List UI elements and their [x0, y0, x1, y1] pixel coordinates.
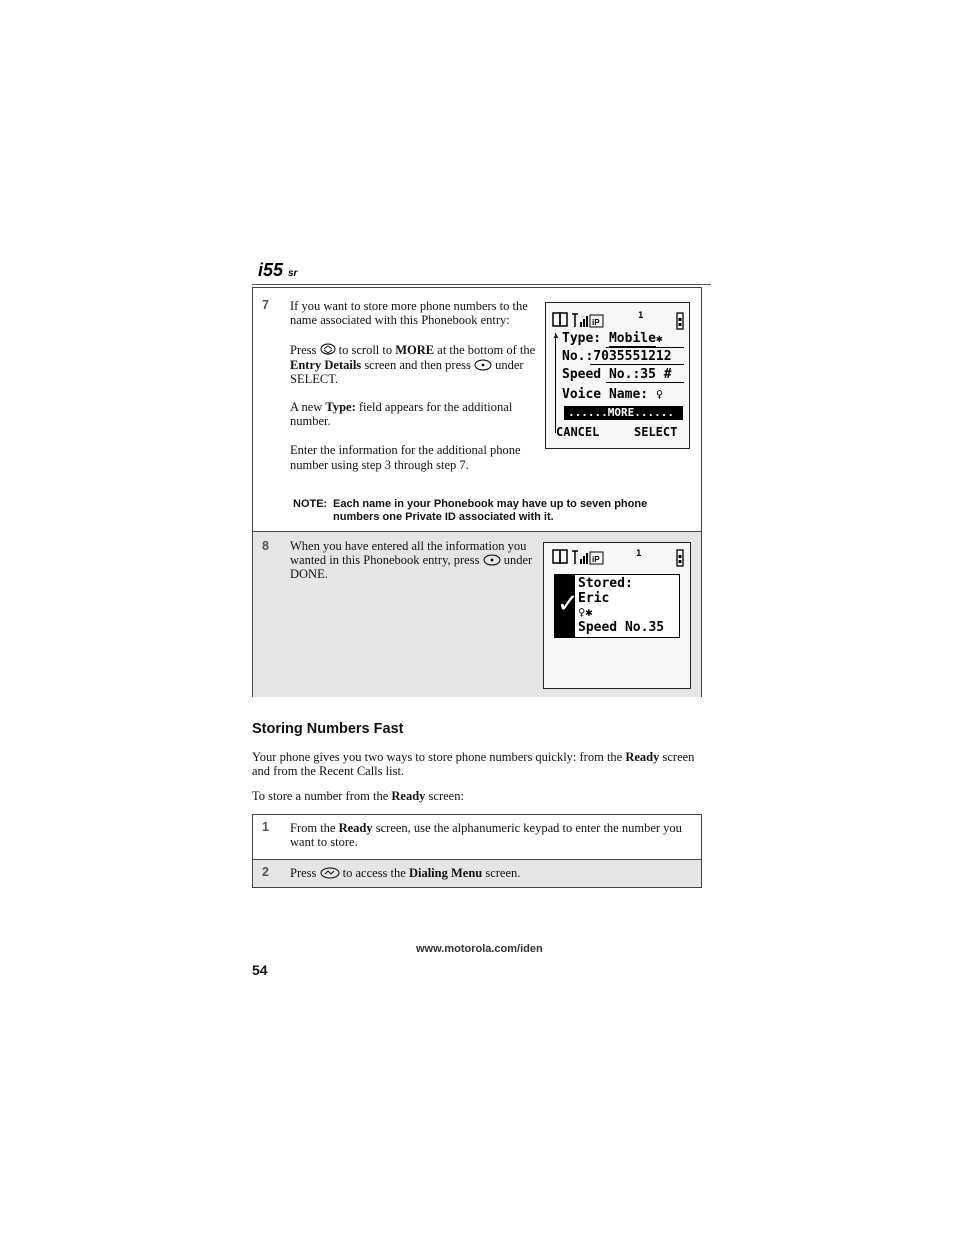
status-indicator: 1 [638, 311, 644, 321]
screen-line-number: No.:7035551212 [562, 349, 672, 364]
softkey-icon [483, 554, 501, 566]
svg-text:sr: sr [288, 268, 298, 279]
section-title: Storing Numbers Fast [252, 721, 404, 737]
stored-speed: Speed No.35 [578, 620, 665, 635]
svg-text:i55: i55 [258, 260, 284, 280]
scroll-indicator [555, 333, 556, 433]
step-row-2 [253, 860, 701, 887]
svg-text:iP: iP [592, 318, 600, 327]
screen-line-more: ......MORE...... [568, 406, 674, 419]
stored-label: Stored: [578, 576, 633, 591]
phone-screen-more [545, 302, 690, 449]
step-row-1 [253, 815, 701, 860]
steps-table [252, 287, 702, 697]
stored-dialog [554, 574, 680, 638]
navigation-key-icon [320, 343, 336, 356]
step-row-8 [253, 532, 701, 697]
step-number: 8 [262, 539, 269, 553]
note-text: Each name in your Phonebook may have up to seven phone numbers one Private ID associated with it. [333, 498, 648, 523]
step-number: 2 [262, 865, 269, 879]
step-number: 1 [262, 820, 269, 834]
step-row-7 [253, 288, 701, 532]
footer-url: www.motorola.com/iden [416, 943, 543, 955]
stored-name: Eric [578, 591, 610, 606]
note-label: NOTE: [293, 498, 328, 510]
screen-line-voice: Voice Name: ♀ [562, 387, 664, 402]
step-1-text: From the Ready screen, use the alphanumeric keypad to enter the number you want to store. [290, 821, 682, 850]
softkey-cancel: CANCEL [556, 425, 600, 439]
step-number: 7 [262, 298, 269, 312]
status-bar-icons [552, 310, 686, 332]
step-7-para-1: If you want to store more phone numbers to the name associated with this Phonebook entry: [290, 299, 528, 328]
status-bar-icons [552, 547, 686, 569]
screen-line-type: Type: Mobile✱ [562, 331, 663, 346]
section-para-1: Your phone gives you two ways to store phone numbers quickly: from the Ready screen and from the Recent Calls list. [252, 750, 695, 779]
softkey-icon [474, 359, 492, 371]
step-7-para-3: A new Type: field appears for the additional number. [290, 400, 513, 429]
phone-screen-stored [543, 542, 691, 689]
header-rule [252, 284, 711, 285]
screen-line-speed: Speed No.:35 # [562, 367, 672, 382]
i55sr-logo [258, 259, 308, 281]
mobile-icon: ✱ [655, 332, 663, 345]
softkey-select: SELECT [634, 425, 678, 439]
voice-mobile-icon: ♀✱ [578, 605, 593, 619]
step-7-text [290, 299, 538, 472]
step-7-para-2: Press to scroll to MORE at the bottom of the Entry Details screen and then press under SELECT. [290, 343, 536, 386]
page-number: 54 [252, 962, 268, 978]
status-indicator: 1 [636, 549, 642, 559]
voice-icon: ♀ [655, 387, 664, 401]
section-para-2: To store a number from the Ready screen: [252, 789, 464, 803]
scroll-up-arrow-icon: ▲ [552, 331, 560, 340]
step-2-text: Press to access the Dialing Menu screen. [290, 866, 521, 880]
checkmark-icon: ✓ [557, 589, 579, 619]
step-7-para-4: Enter the information for the additional phone number using step 3 through step 7. [290, 443, 521, 472]
svg-text:iP: iP [592, 555, 600, 564]
menu-key-icon [320, 867, 340, 879]
step-8-text: When you have entered all the information you wanted in this Phonebook entry, press under DONE. [290, 539, 533, 582]
steps-table-2 [252, 814, 702, 888]
